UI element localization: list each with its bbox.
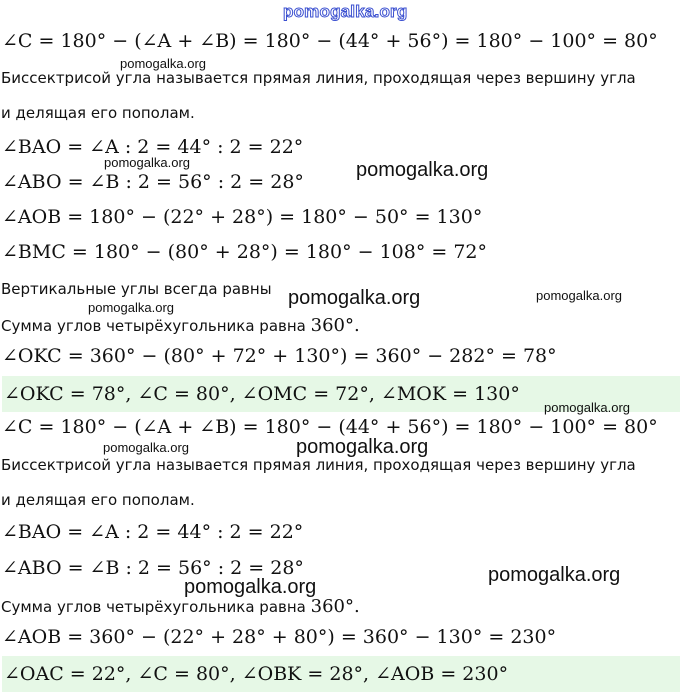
- watermark-small: pomogalka.org: [536, 288, 622, 303]
- quadrilateral-sum-text: Сумма углов четырёхугольника равна: [1, 317, 306, 335]
- equation-angle-c: ∠C = 180° − (∠A + ∠B) = 180° − (44° + 56°) = 180° − 100° = 80°: [2, 30, 658, 52]
- equation-angle-bao-2: ∠BAO = ∠A : 2 = 44° : 2 = 22°: [2, 521, 304, 543]
- quadrilateral-sum-text-2: Сумма углов четырёхугольника равна: [1, 598, 306, 616]
- watermark-small: pomogalka.org: [120, 56, 206, 71]
- watermark-large: pomogalka.org: [356, 159, 489, 181]
- watermark-small: pomogalka.org: [103, 440, 189, 455]
- watermark-large: pomogalka.org: [296, 436, 429, 458]
- equation-angle-bao: ∠BAO = ∠A : 2 = 44° : 2 = 22°: [2, 136, 304, 158]
- quadrilateral-sum-statement: [1, 315, 680, 336]
- watermark-large: pomogalka.org: [488, 564, 621, 586]
- equation-angle-c-2: ∠C = 180° − (∠A + ∠B) = 180° − (44° + 56°) = 180° − 100° = 80°: [2, 416, 658, 438]
- equation-angle-abo: ∠ABO = ∠B : 2 = 56° : 2 = 28°: [2, 171, 304, 193]
- equation-angle-bmc: ∠BMC = 180° − (80° + 28°) = 180° − 108° = 72°: [2, 241, 488, 263]
- answer-text-2: ∠OAC = 22°, ∠C = 80°, ∠OBK = 28°, ∠AOB = 230°: [4, 663, 509, 685]
- bisector-definition-line-2: и делящая его пополам.: [1, 104, 195, 122]
- bisector-definition-line-3: Биссектрисой угла называется прямая линия, проходящая через вершину угла: [1, 456, 636, 474]
- answer-text-1: ∠OKC = 78°, ∠C = 80°, ∠OMC = 72°, ∠MOK = 130°: [4, 383, 520, 405]
- equation-angle-okc: ∠OKC = 360° − (80° + 72° + 130°) = 360° − 282° = 78°: [2, 345, 557, 367]
- equation-angle-aob: ∠AOB = 180° − (22° + 28°) = 180° − 50° = 130°: [2, 206, 483, 228]
- equation-angle-aob-2: ∠AOB = 360° − (22° + 28° + 80°) = 360° − 130° = 230°: [2, 626, 557, 648]
- vertical-angles-statement: Вертикальные углы всегда равны: [1, 280, 272, 298]
- equation-angle-abo-2: ∠ABO = ∠B : 2 = 56° : 2 = 28°: [2, 557, 304, 579]
- bisector-definition-line-4: и делящая его пополам.: [1, 491, 195, 509]
- watermark-large: pomogalka.org: [184, 576, 317, 598]
- site-watermark-header: pomogalka.org: [283, 2, 408, 21]
- watermark-small: pomogalka.org: [544, 400, 630, 415]
- answer-row-2: [2, 656, 680, 692]
- quadrilateral-sum-statement-2: [1, 596, 680, 617]
- watermark-small: pomogalka.org: [88, 300, 174, 315]
- bisector-definition-line-1: Биссектрисой угла называется прямая линия, проходящая через вершину угла: [1, 69, 636, 87]
- watermark-small: pomogalka.org: [104, 155, 190, 170]
- quadrilateral-sum-value: 360°.: [310, 315, 360, 336]
- watermark-large: pomogalka.org: [288, 287, 421, 309]
- quadrilateral-sum-value-2: 360°.: [310, 596, 360, 617]
